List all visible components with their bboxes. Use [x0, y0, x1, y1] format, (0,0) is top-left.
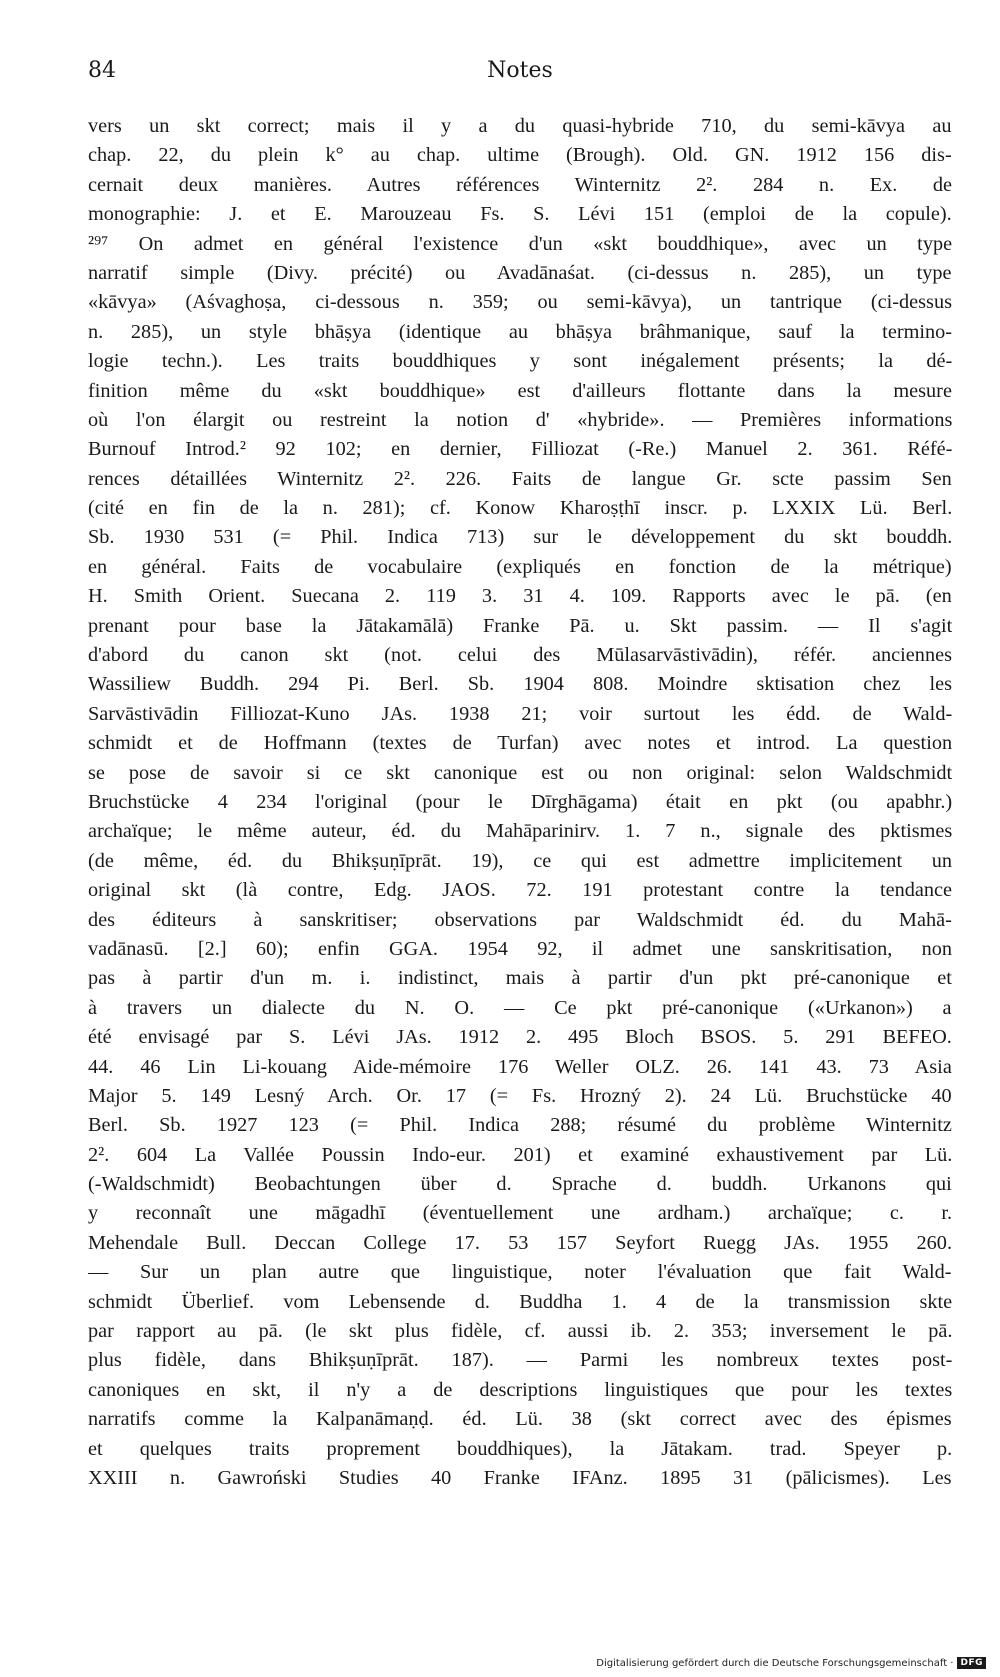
credit-text: Digitalisierung gefördert durch die Deutsche Forschungsgemeinschaft · [596, 1657, 954, 1669]
notes-body [88, 112, 952, 1493]
text-line: n. 285), un style bhāṣya (identique au bhāṣya brâhmanique, sauf la termino- [88, 320, 952, 343]
text-line: à travers un dialecte du N. O. — Ce pkt pré-canonique («Urkanon») a [88, 996, 952, 1019]
text-line: Berl. Sb. 1927 123 (= Phil. Indica 288; résumé du problème Winternitz [88, 1114, 952, 1137]
text-line: et quelques traits proprement bouddhiques), la Jātakam. trad. Speyer p. [88, 1437, 952, 1460]
text-line: Major 5. 149 Lesný Arch. Or. 17 (= Fs. Hrozný 2). 24 Lü. Bruchstücke 40 [88, 1084, 952, 1107]
text-line: original skt (là contre, Edg. JAOS. 72. 191 protestant contre la tendance [88, 879, 952, 902]
page-header [88, 58, 952, 90]
text-line: finition même du «skt bouddhique» est d'ailleurs flottante dans la mesure [88, 379, 952, 402]
page-number: 84 [88, 58, 116, 83]
text-line: schmidt Überlief. vom Lebensende d. Buddha 1. 4 de la transmission skte [88, 1290, 952, 1313]
digitization-credit [596, 1657, 986, 1669]
text-line: Wassiliew Buddh. 294 Pi. Berl. Sb. 1904 808. Moindre sktisation chez les [88, 673, 952, 696]
text-line: y reconnaît une māgadhī (éventuellement une ardham.) archaïque; c. r. [88, 1202, 952, 1225]
text-line: où l'on élargit ou restreint la notion d' «hybride». — Premières informations [88, 408, 952, 431]
text-line: Sarvāstivādin Filliozat-Kuno JAs. 1938 21; voir surtout les édd. de Wald- [88, 702, 952, 725]
text-line: narratifs comme la Kalpanāmaṇḍ. éd. Lü. 38 (skt correct avec des épismes [88, 1408, 952, 1431]
text-line: canoniques en skt, il n'y a de descriptions linguistiques que pour les textes [88, 1378, 952, 1401]
text-line: logie techn.). Les traits bouddhiques y sont inégalement présents; la dé- [88, 350, 952, 373]
text-line: cernait deux manières. Autres références Winternitz 2². 284 n. Ex. de [88, 173, 952, 196]
text-line: pas à partir d'un m. i. indistinct, mais à partir d'un pkt pré-canonique et [88, 967, 952, 990]
text-line: plus fidèle, dans Bhikṣuṇīprāt. 187). — Parmi les nombreux textes post- [88, 1349, 952, 1372]
dfg-logo: DFG [957, 1657, 986, 1669]
text-line: été envisagé par S. Lévi JAs. 1912 2. 495 Bloch BSOS. 5. 291 BEFEO. [88, 1026, 952, 1049]
text-line: d'abord du canon skt (not. celui des Mūlasarvāstivādin), référ. anciennes [88, 644, 952, 667]
running-head: Notes [487, 58, 553, 83]
text-line: Burnouf Introd.² 92 102; en dernier, Filliozat (-Re.) Manuel 2. 361. Réfé- [88, 438, 952, 461]
text-line: prenant pour base la Jātakamālā) Franke Pā. u. Skt passim. — Il s'agit [88, 614, 952, 637]
text-line: ²⁹⁷ On admet en général l'existence d'un «skt bouddhique», avec un type [88, 232, 952, 255]
text-line: (cité en fin de la n. 281); cf. Konow Kharoṣṭhī inscr. p. LXXIX Lü. Berl. [88, 497, 952, 520]
text-line: 44. 46 Lin Li-kouang Aide-mémoire 176 Weller OLZ. 26. 141 43. 73 Asia [88, 1055, 952, 1078]
text-line: Mehendale Bull. Deccan College 17. 53 157 Seyfort Ruegg JAs. 1955 260. [88, 1231, 952, 1254]
text-line: en général. Faits de vocabulaire (expliqués en fonction de la métrique) [88, 555, 952, 578]
text-line: par rapport au pā. (le skt plus fidèle, cf. aussi ib. 2. 353; inversement le pā. [88, 1320, 952, 1343]
text-line: «kāvya» (Aśvaghoṣa, ci-dessous n. 359; ou semi-kāvya), un tantrique (ci-dessus [88, 291, 952, 314]
text-line: H. Smith Orient. Suecana 2. 119 3. 31 4. 109. Rapports avec le pā. (en [88, 585, 952, 608]
text-line: schmidt et de Hoffmann (textes de Turfan) avec notes et introd. La question [88, 732, 952, 755]
text-line: vadānasū. [2.] 60); enfin GGA. 1954 92, il admet une sanskritisation, non [88, 937, 952, 960]
text-line: rences détaillées Winternitz 2². 226. Faits de langue Gr. scte passim Sen [88, 467, 952, 490]
text-line: archaïque; le même auteur, éd. du Mahāparinirv. 1. 7 n., signale des pktismes [88, 820, 952, 843]
text-line: — Sur un plan autre que linguistique, noter l'évaluation que fait Wald- [88, 1261, 952, 1284]
text-line: se pose de savoir si ce skt canonique est ou non original: selon Waldschmidt [88, 761, 952, 784]
text-line: XXIII n. Gawroński Studies 40 Franke IFAnz. 1895 31 (pālicismes). Les [88, 1466, 952, 1489]
text-line: vers un skt correct; mais il y a du quasi-hybride 710, du semi-kāvya au [88, 115, 952, 137]
text-line: Sb. 1930 531 (= Phil. Indica 713) sur le développement du skt bouddh. [88, 526, 952, 549]
text-line: monographie: J. et E. Marouzeau Fs. S. Lévi 151 (emploi de la copule). [88, 203, 952, 226]
text-line: 2². 604 La Vallée Poussin Indo-eur. 201) et examiné exhaustivement par Lü. [88, 1143, 952, 1166]
text-line: (-Waldschmidt) Beobachtungen über d. Sprache d. buddh. Urkanons qui [88, 1173, 952, 1196]
text-line: narratif simple (Divy. précité) ou Avadānaśat. (ci-dessus n. 285), un type [88, 261, 952, 284]
text-line: chap. 22, du plein k° au chap. ultime (Brough). Old. GN. 1912 156 dis- [88, 144, 952, 167]
text-line: Bruchstücke 4 234 l'original (pour le Dīrghāgama) était en pkt (ou apabhr.) [88, 790, 952, 813]
text-line: (de même, éd. du Bhikṣuṇīprāt. 19), ce qui est admettre implicitement un [88, 849, 952, 872]
text-line: des éditeurs à sanskritiser; observations par Waldschmidt éd. du Mahā- [88, 908, 952, 931]
